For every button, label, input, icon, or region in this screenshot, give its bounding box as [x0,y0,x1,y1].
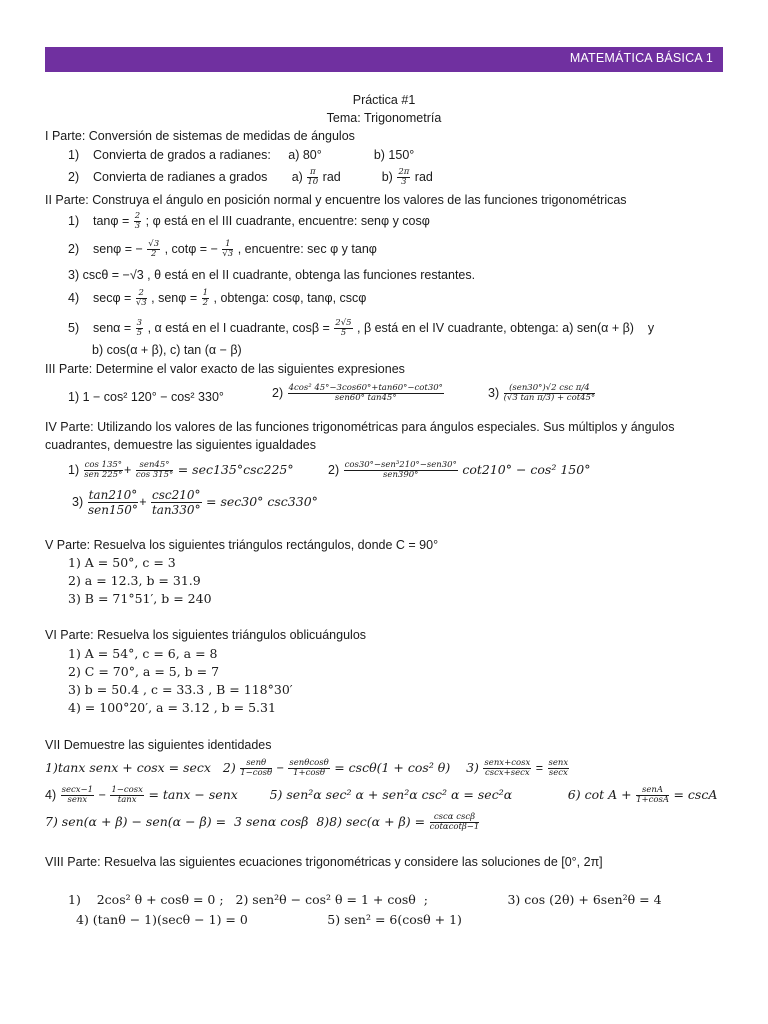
part3-heading: III Parte: Determine el valor exacto de las siguientes expresiones [45,362,405,376]
part2-heading: II Parte: Construya el ángulo en posición normal y encuentre los valores de las funciones trigonométricas [45,193,627,207]
part4-heading: IV Parte: Utilizando los valores de las funciones trigonométricas para ángulos especiales. Sus múltiplos y ángulos [45,420,675,434]
part2-item5-cont: b) cos(α + β), c) tan (α − β) [92,343,242,357]
part6-heading: VI Parte: Resuelva los siguientes triángulos oblicuángulos [45,628,367,642]
part6-item2: 2) C = 70°, a = 5, b = 7 [68,664,220,679]
part8-row1: 1) 2cos² θ + cosθ = 0 ; 2) sen²θ − cos² θ = 1 + cosθ ; 3) cos (2θ) + 6sen²θ = 4 [68,892,662,907]
part2-item4: 4) secφ = $\frac{2}{√3}$ , senφ = $\frac{1}{2}$ , obtenga: cosφ, tanφ, cscφ [68,288,367,308]
part8-row2: 4) (tanθ − 1)(secθ − 1) = 0 5) sen² = 6(cosθ + 1) [76,912,462,927]
part7-row3: 7) sen(α + β) − sen(α − β) = 3 senα cosβ 8)8) sec(α + β) = $\frac{\text{cscα cscβ}}{\cot\alpha\cot\beta-1}$ [45,812,480,832]
part7-heading: VII Demuestre las siguientes identidades [45,738,272,752]
part3-item3: 3) $\frac{\text{(sen30°)√2 csc π/4}}{\text{(√3 tan π/3) + cot45°}}$ [488,383,596,403]
part5-heading: V Parte: Resuelva los siguientes triángulos rectángulos, donde C = 90° [45,538,439,552]
part7-row1: 1)tanx senx + cosx = secx 2) $\frac{\text{senθ}}{1-\cos\theta}$ − $\frac{\text{senθcosθ}}{1+\cos\theta}$ = cscθ(1 + cos² θ) 3) $\frac{\text{senx+cosx}}{\csc x+\sec x}$ = $\frac{\text{senx}}{\sec x}$ [45,758,569,778]
part6-item4: 4) = 100°20′, a = 3.12 , b = 5.31 [68,700,276,715]
part6-item1: 1) A = 54°, c = 6, a = 8 [68,646,218,661]
part4-item2: 2) $\frac{\text{cos30°−sen³210°−sen30°}}{\text{sen390°}}$ cot210° − cos² 150° [328,460,591,480]
part5-item1: 1) A = 50°, c = 3 [68,555,176,570]
part1-item2: 2) Convierta de radianes a grados a) $\frac{\pi}{10}$ rad b) $\frac{2\pi}{3}$ rad [68,167,433,187]
header-bar [45,47,723,72]
part3-item1: 1) 1 − cos² 120° − cos² 330° [68,390,224,404]
part8-heading: VIII Parte: Resuelva las siguientes ecuaciones trigonométricas y considere las soluciones de [0°, 2π] [45,855,603,869]
part1-heading: I Parte: Conversión de sistemas de medidas de ángulos [45,129,355,143]
doc-title: Práctica #1 [352,93,416,107]
part4-heading-2: cuadrantes, demuestre las siguientes igualdades [45,438,317,452]
part4-item3: 3) $\frac{\tan 210^\circ}{\text{sen150°}}$ + $\frac{\csc 210^\circ}{\tan 330^\circ}$ = sec30° csc330° [72,488,318,517]
part5-item3: 3) B = 71°51′, b = 240 [68,591,212,606]
part6-item3: 3) b = 50.4 , c = 33.3 , B = 118°30′ [68,682,293,697]
part5-item2: 2) a = 12.3, b = 31.9 [68,573,201,588]
part1-item1: 1) Convierta de grados a radianes: a) 80° b) 150° [68,148,415,162]
part2-item3: 3) cscθ = −√3 , θ está en el II cuadrante, obtenga las funciones restantes. [68,268,476,282]
part2-item2: 2) senφ = − $\frac{√3}{2}$ , cotφ = − $\frac{1}{√3}$ , encuentre: sec φ y tanφ [68,239,377,259]
course-title: MATEMÁTICA BÁSICA 1 [569,51,713,65]
part4-item1: 1) $\frac{\cos 135^\circ}{\text{sen 225°}}$ + $\frac{\text{sen45°}}{\cos 315^\circ}$ = sec135°csc225° [68,460,294,480]
part7-row2: 4) $\frac{\sec x-1}{\text{senx}}$ − $\frac{1-\cos x}{\tan x}$ = tanx − senx 5) sen²α sec² α + sen²α csc² α = sec²α 6) cot A + $\frac{\text{senA}}{1+\cos A}$ = cscA [45,785,718,805]
part2-item5: 5) senα = $\frac{3}{5}$ , α está en el I cuadrante, cosβ = $\frac{2√5}{5}$ , β está en el IV cuadrante, obtenga: a) sen(α + β) y [68,318,655,338]
doc-subtitle: Tema: Trigonometría [326,111,442,125]
part2-item1: 1) tanφ = $\frac{2}{3}$ ; φ está en el III cuadrante, encuentre: senφ y cosφ [68,211,430,231]
part3-item2: 2) $\frac{\text{4cos² 45°−3cos60°+tan60°−cot30°}}{\text{sen60° tan45°}}$ [272,383,443,403]
